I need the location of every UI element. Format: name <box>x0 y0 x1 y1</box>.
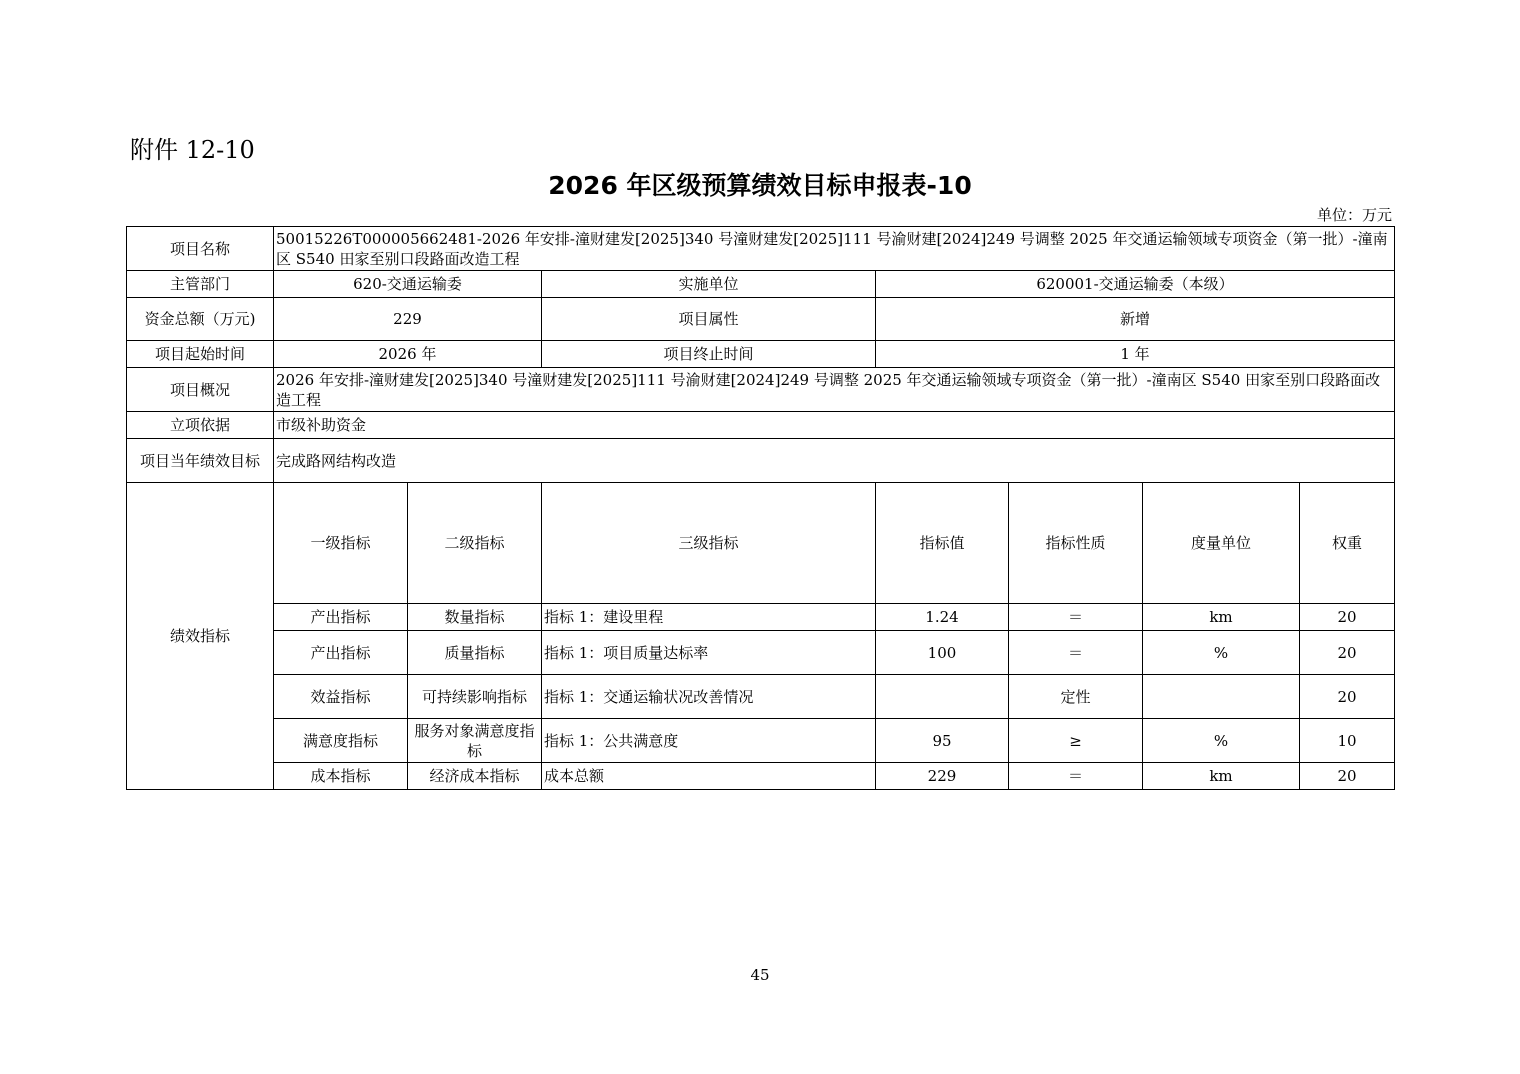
indicator-nature: ＝ <box>1009 604 1143 631</box>
indicator-l3: 指标 1：建设里程 <box>542 604 876 631</box>
page-number: 45 <box>750 966 770 984</box>
indicator-value: 1.24 <box>876 604 1009 631</box>
end-label: 项目终止时间 <box>542 341 876 368</box>
overview-value: 2026 年安排-潼财建发[2025]340 号潼财建发[2025]111 号渝财建[2024]249 号调整 2025 年交通运输领域专项资金（第一批）-潼南区 S540 田家至别口段路面改造工程 <box>274 368 1395 412</box>
indicators-section-label: 绩效指标 <box>127 483 274 790</box>
indicator-header: 二级指标 <box>408 483 542 604</box>
indicator-l2: 经济成本指标 <box>408 763 542 790</box>
indicator-nature: ≥ <box>1009 719 1143 763</box>
indicator-header: 权重 <box>1300 483 1395 604</box>
indicator-weight: 10 <box>1300 719 1395 763</box>
indicator-nature: ＝ <box>1009 631 1143 675</box>
attachment-label: 附件 12-10 <box>130 136 255 164</box>
project-name-value: 50015226T000005662481-2026 年安排-潼财建发[2025]340 号潼财建发[2025]111 号渝财建[2024]249 号调整 2025 年交通运输领域专项资金（第一批）-潼南区 S540 田家至别口段路面改造工程 <box>274 227 1395 271</box>
indicator-l3: 成本总额 <box>542 763 876 790</box>
indicator-unit: % <box>1143 631 1300 675</box>
indicator-unit: km <box>1143 604 1300 631</box>
unit-label: 单位：万元 <box>1316 206 1392 224</box>
indicator-l1: 成本指标 <box>274 763 408 790</box>
basis-label: 立项依据 <box>127 412 274 439</box>
page-title: 2026 年区级预算绩效目标申报表-10 <box>548 171 972 200</box>
basis-value: 市级补助资金 <box>274 412 1395 439</box>
dept-label: 主管部门 <box>127 271 274 298</box>
indicator-weight: 20 <box>1300 631 1395 675</box>
indicator-l3: 指标 1：公共满意度 <box>542 719 876 763</box>
indicator-l1: 产出指标 <box>274 604 408 631</box>
indicator-l2: 质量指标 <box>408 631 542 675</box>
attr-value: 新增 <box>876 298 1395 341</box>
indicator-weight: 20 <box>1300 604 1395 631</box>
start-label: 项目起始时间 <box>127 341 274 368</box>
indicator-l1: 产出指标 <box>274 631 408 675</box>
table-row <box>127 675 1395 719</box>
impl-value: 620001-交通运输委（本级） <box>876 271 1395 298</box>
indicator-unit: % <box>1143 719 1300 763</box>
indicator-l1: 满意度指标 <box>274 719 408 763</box>
start-value: 2026 年 <box>274 341 542 368</box>
indicator-value: 229 <box>876 763 1009 790</box>
indicator-header: 指标性质 <box>1009 483 1143 604</box>
indicator-header: 度量单位 <box>1143 483 1300 604</box>
indicator-header: 一级指标 <box>274 483 408 604</box>
indicator-header: 指标值 <box>876 483 1009 604</box>
project-name-label: 项目名称 <box>127 227 274 271</box>
indicator-weight: 20 <box>1300 763 1395 790</box>
indicator-value: 95 <box>876 719 1009 763</box>
indicator-unit: km <box>1143 763 1300 790</box>
table-row <box>127 719 1395 763</box>
goal-value: 完成路网结构改造 <box>274 439 1395 483</box>
dept-value: 620-交通运输委 <box>274 271 542 298</box>
table-row <box>127 604 1395 631</box>
indicator-nature: 定性 <box>1009 675 1143 719</box>
indicator-value <box>876 675 1009 719</box>
table-row <box>127 631 1395 675</box>
fund-value: 229 <box>274 298 542 341</box>
overview-label: 项目概况 <box>127 368 274 412</box>
indicator-value: 100 <box>876 631 1009 675</box>
end-value: 1 年 <box>876 341 1395 368</box>
budget-table <box>126 226 1395 790</box>
goal-label: 项目当年绩效目标 <box>127 439 274 483</box>
indicator-l2: 服务对象满意度指标 <box>408 719 542 763</box>
indicator-l1: 效益指标 <box>274 675 408 719</box>
indicator-unit <box>1143 675 1300 719</box>
indicator-l2: 可持续影响指标 <box>408 675 542 719</box>
indicator-nature: ＝ <box>1009 763 1143 790</box>
indicator-l3: 指标 1：项目质量达标率 <box>542 631 876 675</box>
attr-label: 项目属性 <box>542 298 876 341</box>
fund-label: 资金总额（万元) <box>127 298 274 341</box>
indicator-weight: 20 <box>1300 675 1395 719</box>
indicator-l3: 指标 1：交通运输状况改善情况 <box>542 675 876 719</box>
impl-label: 实施单位 <box>542 271 876 298</box>
table-row <box>127 763 1395 790</box>
indicator-header: 三级指标 <box>542 483 876 604</box>
indicator-l2: 数量指标 <box>408 604 542 631</box>
